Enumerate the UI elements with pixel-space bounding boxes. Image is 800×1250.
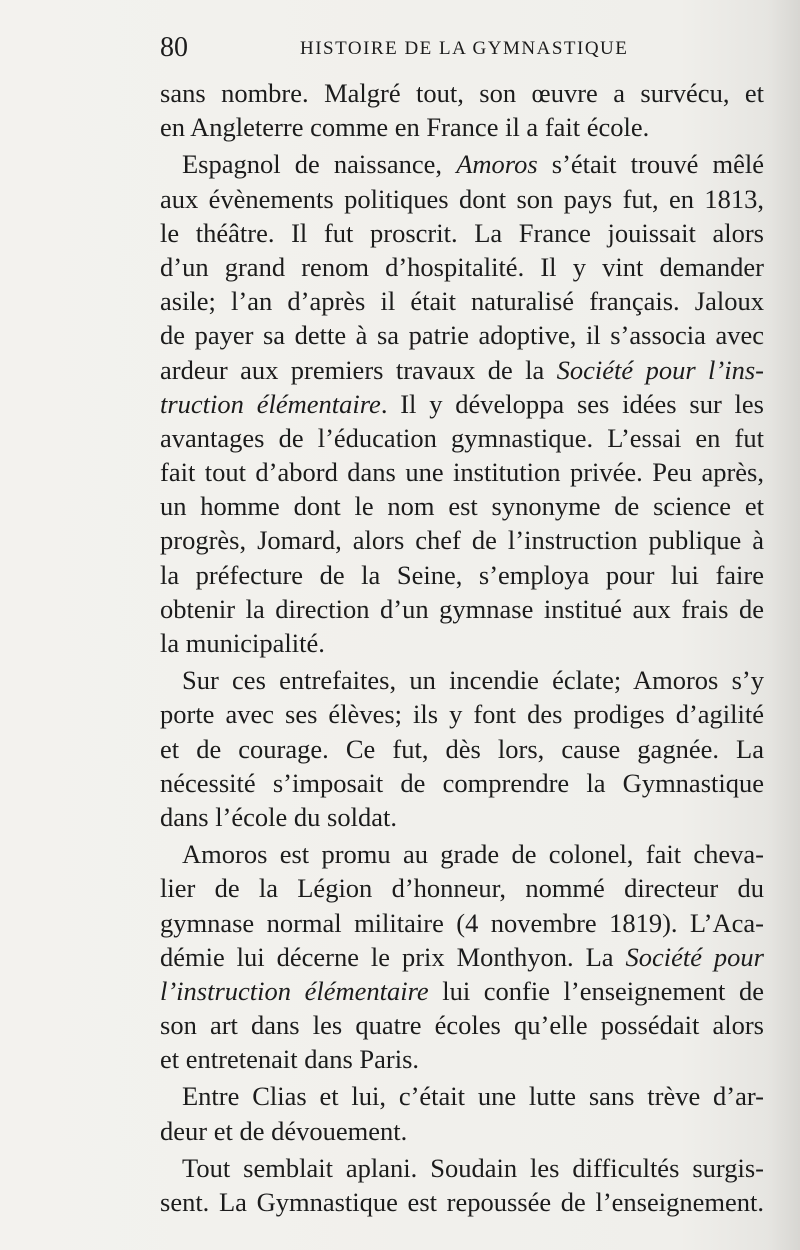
text-line: un homme dont le nom est synonyme de science et xyxy=(160,491,764,522)
text-line: truction élémentaire. Il y développa ses idées sur les xyxy=(160,388,764,419)
italic-title: Société pour l’ins- xyxy=(556,354,764,385)
text-line: fait tout d’abord dans une institution privée. Peu après, xyxy=(160,457,764,488)
paragraph xyxy=(160,837,764,1076)
text-line: d’un grand renom d’hospitalité. Il y vint demander xyxy=(160,251,764,282)
italic-title: Société pour xyxy=(625,941,764,972)
text-line: sent. La Gymnastique est repoussée de l’enseignement. xyxy=(160,1187,764,1217)
text-line: l’instruction élémentaire lui confie l’enseignement de xyxy=(160,975,764,1006)
text-line: de payer sa dette à sa patrie adoptive, il s’associa avec xyxy=(160,320,764,351)
text-line: en Angleterre comme en France il a fait école. xyxy=(160,112,650,143)
paragraph xyxy=(160,76,764,144)
text-line: Sur ces entrefaites, un incendie éclate; Amoros s’y xyxy=(182,665,764,696)
text-line: avantages de l’éducation gymnastique. L’essai en fut xyxy=(160,422,764,453)
text-line: aux évènements politiques dont son pays fut, en 1813, xyxy=(160,183,764,214)
text-line: nécessité s’imposait de comprendre la Gymnastique xyxy=(160,767,764,798)
body-text xyxy=(160,76,764,1219)
italic-title: l’instruction élémentaire xyxy=(160,975,429,1006)
paragraph xyxy=(160,1079,764,1147)
text-line: et de courage. Ce fut, dès lors, cause gagnée. La xyxy=(160,733,764,764)
paragraph xyxy=(160,1151,764,1219)
text-line: le théâtre. Il fut proscrit. La France jouissait alors xyxy=(160,217,764,248)
text-line: et entretenait dans Paris. xyxy=(160,1044,420,1075)
text-line: Tout semblait aplani. Soudain les difficultés surgis- xyxy=(182,1152,764,1183)
text-line: Amoros est promu au grade de colonel, fait cheva- xyxy=(182,839,764,870)
text-line: asile; l’an d’après il était naturalisé français. Jaloux xyxy=(160,286,764,317)
text-line: obtenir la direction d’un gymnase institué aux frais de xyxy=(160,593,764,624)
text-line: démie lui décerne le prix Monthyon. La Société pour xyxy=(160,941,764,972)
text-line: lier de la Légion d’honneur, nommé directeur du xyxy=(160,873,764,904)
italic-name: Amoros xyxy=(456,149,538,180)
text-line: Espagnol de naissance, Amoros s’était trouvé mêlé xyxy=(182,149,764,180)
text-line: ardeur aux premiers travaux de la Société pour l’ins- xyxy=(160,354,764,385)
paragraph xyxy=(160,147,764,660)
text-line: la municipalité. xyxy=(160,628,325,658)
text-line: Entre Clias et lui, c’était une lutte sans trève d’ar- xyxy=(182,1081,764,1112)
text-line: gymnase normal militaire (4 novembre 1819). L’Aca- xyxy=(160,907,764,938)
italic-title: truction élémentaire xyxy=(160,388,381,419)
page-header xyxy=(160,30,760,66)
page-number: 80 xyxy=(160,32,188,63)
text-line: la préfecture de la Seine, s’employa pour lui faire xyxy=(160,559,764,590)
text-line: deur et de dévouement. xyxy=(160,1115,408,1146)
text-line: son art dans les quatre écoles qu’elle possédait alors xyxy=(160,1010,764,1041)
text-line: porte avec ses élèves; ils y font des prodiges d’agilité xyxy=(160,699,764,730)
running-title: HISTOIRE DE LA GYMNASTIQUE xyxy=(300,38,629,59)
text-line: sans nombre. Malgré tout, son œuvre a survécu, et xyxy=(160,78,764,108)
text-line: progrès, Jomard, alors chef de l’instruction publique à xyxy=(160,525,764,556)
text-line: dans l’école du soldat. xyxy=(160,801,397,832)
paragraph xyxy=(160,663,764,834)
